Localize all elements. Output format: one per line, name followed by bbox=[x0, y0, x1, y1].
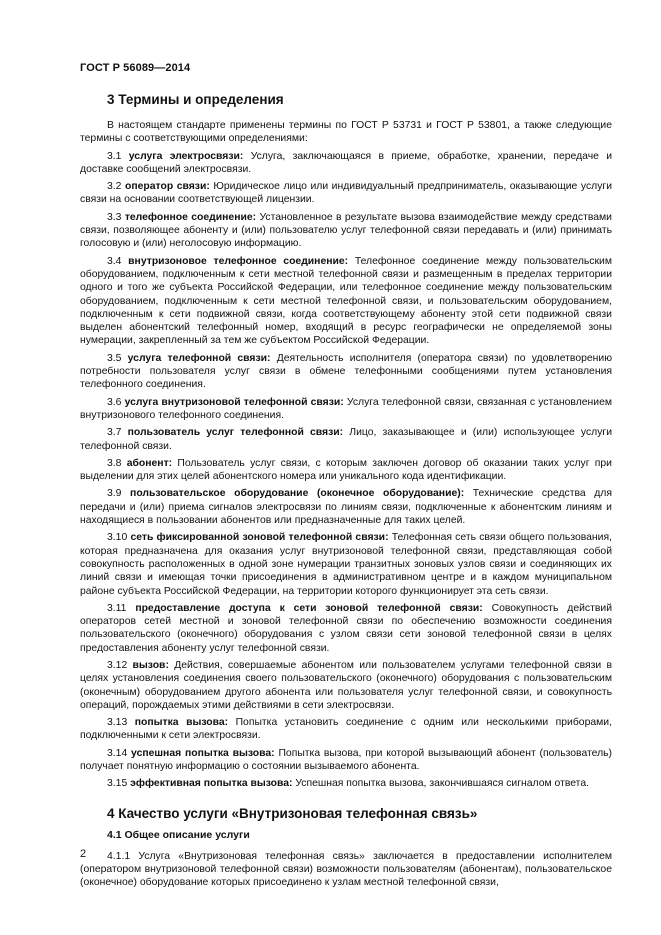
term-definition bbox=[80, 211, 612, 251]
term-name: внутризоновое телефонное соединение: bbox=[128, 255, 349, 267]
term-number: 3.8 bbox=[107, 457, 122, 469]
term-text: Услуга, заключающаяся в приеме, обработке, хранении, передаче и доставке сообщений электросвязи. bbox=[80, 150, 613, 175]
term-text: Деятельность исполнителя (оператора связи) по удовлетворению потребности пользователя услуг связи в обмене телефонными сообщениями путем установления телефонного соединения. bbox=[80, 352, 613, 391]
term-definition bbox=[80, 531, 612, 597]
term-name: пользовательское оборудование (оконечное оборудование): bbox=[130, 488, 465, 500]
document-header: ГОСТ Р 56089—2014 bbox=[80, 62, 191, 74]
term-number: 3.11 bbox=[107, 602, 127, 614]
page-number: 2 bbox=[80, 848, 87, 860]
term-text: Попытка вызова, при которой вызывающий абонент (пользователь) получает понятную информацию о состоянии вызываемого абонента. bbox=[80, 747, 613, 773]
section-4-1-1-paragraph: 4.1.1 Услуга «Внутризоновая телефонная связь» заключается в предоставлении исполнителем (оператором внутризоновой телефонной связи) возможности пользователям (абонентам), пользовательское (оконечное) оборудование которых присоединено к узлам местной телефонной связи, bbox=[80, 850, 612, 889]
term-text: Телефонное соединение между пользовательским оборудованием, подключенным к сети местной телефонной связи и размещенным в пределах территории одного и того же субъекта Российской Федерации, или телефонное соединение между пользовательским оборудованием, подключенным к сети местной телефонной связи, и пользовательским оборудованием, подключенным к сети подвижной связи, когда соответствующему абоненту этой сети подвижной связи выделен абонентский телефонный номер, входящий в ресурс географически не определяемой зоны нумерации, закрепленный за тем же субъектом Российской Федерации. bbox=[80, 255, 612, 347]
term-number: 3.5 bbox=[107, 352, 122, 364]
term-text: Лицо, заказывающее и (или) использующее услуги телефонной связи. bbox=[80, 427, 613, 452]
term-number: 3.1 bbox=[107, 150, 122, 162]
term-definition bbox=[80, 352, 612, 392]
term-number: 3.14 bbox=[107, 747, 128, 759]
term-text: Установленное в результате вызова взаимодействие между средствами связи, позволяющее абоненту и (или) пользователю услуг телефонной связи передавать и (или) принимать голосовую и (или) неголосовую информацию. bbox=[80, 211, 612, 250]
term-name: услуга внутризоновой телефонной связи: bbox=[124, 396, 344, 408]
term-text: Юридическое лицо или индивидуальный предприниматель, оказывающие услуги связи на основании соответствующей лицензии. bbox=[80, 181, 612, 206]
term-number: 3.9 bbox=[107, 488, 122, 500]
section-4-1-heading: 4.1 Общее описание услуги bbox=[107, 828, 250, 841]
term-definition bbox=[80, 716, 612, 743]
term-definition bbox=[80, 150, 612, 177]
term-name: предоставление доступа к сети зоновой телефонной связи: bbox=[135, 602, 483, 614]
terms-list bbox=[80, 150, 612, 791]
term-name: абонент: bbox=[126, 457, 173, 469]
term-number: 3.15 bbox=[107, 778, 128, 790]
term-definition bbox=[80, 180, 612, 207]
term-definition bbox=[80, 659, 612, 712]
term-text: Телефонная сеть связи общего пользования, которая предназначена для оказания услуг внутризоновой телефонной связи, представляющая собой совокупность расположенных в одной зоне нумерации транзитных зоновых узлов связи и соединяющих их линий связи и имеющая точки присоединения в административном центре и в каждом муниципальном районе субъекта Российской Федерации, на территории которого функционирует эта сеть связи. bbox=[80, 532, 612, 597]
term-number: 3.6 bbox=[107, 396, 122, 408]
term-name: услуга телефонной связи: bbox=[127, 352, 271, 364]
term-text: Технические средства для передачи и (или) приема сигналов электросвязи по линиям связи, подключенные к абонентским линиям и находящиеся в пользовании абонентов или предназначенные для таких целей. bbox=[80, 488, 612, 527]
term-name: успешная попытка вызова: bbox=[131, 747, 275, 759]
term-name: пользователь услуг телефонной связи: bbox=[127, 427, 344, 439]
term-name: попытка вызова: bbox=[134, 717, 229, 729]
term-text: Попытка установить соединение с одним или несколькими приборами, подключенными к сети электросвязи. bbox=[80, 717, 612, 742]
term-text: Услуга телефонной связи, связанная с установлением внутризонового телефонного соединения. bbox=[80, 396, 612, 421]
term-definition bbox=[80, 457, 612, 484]
section-4-heading: 4 Качество услуги «Внутризоновая телефонная связь» bbox=[107, 805, 478, 821]
page-content bbox=[80, 91, 612, 890]
term-definition bbox=[80, 487, 612, 527]
term-number: 3.12 bbox=[107, 659, 128, 671]
section-3-intro: В настоящем стандарте применены термины по ГОСТ Р 53731 и ГОСТ Р 53801, а также следующие термины с соответствующими определениями: bbox=[80, 120, 612, 145]
term-number: 3.2 bbox=[107, 181, 122, 193]
term-name: телефонное соединение: bbox=[124, 211, 257, 223]
term-number: 3.4 bbox=[107, 255, 122, 267]
term-name: оператор связи: bbox=[125, 181, 210, 193]
term-definition bbox=[80, 747, 612, 774]
term-text: Совокупность действий операторов сетей местной и зоновой телефонной связи по обеспечению возможности соединения пользовательского (оконечного) оборудования с узлом связи сети зоновой телефонной связи в целях предоставления абоненту услуг телефонной связи. bbox=[80, 602, 613, 654]
term-name: сеть фиксированной зоновой телефонной связи: bbox=[130, 532, 389, 544]
term-number: 3.10 bbox=[107, 532, 128, 544]
term-definition bbox=[80, 255, 612, 348]
term-name: вызов: bbox=[132, 659, 169, 671]
section-3-heading: 3 Термины и определения bbox=[107, 92, 284, 107]
term-text: Пользователь услуг связи, с которым заключен договор об оказании таких услуг при выделении для этих целей абонентского номера или уникального кода идентификации. bbox=[80, 457, 612, 483]
term-name: услуга электросвязи: bbox=[128, 150, 244, 162]
term-definition bbox=[80, 602, 612, 655]
term-text: Действия, совершаемые абонентом или пользователем услугами телефонной связи в целях установления соединения своего пользовательского (оконечного) оборудования с пользовательским (оконечным) оборудованием другого абонента или пользователя услуг телефонной связи, и совокупность операций, порождаемых этими действиями в сети электросвязи. bbox=[80, 659, 612, 711]
term-number: 3.3 bbox=[107, 211, 122, 223]
term-definition bbox=[80, 396, 612, 423]
term-number: 3.7 bbox=[107, 427, 122, 439]
term-definition bbox=[80, 777, 612, 790]
term-definition bbox=[80, 426, 612, 453]
term-name: эффективная попытка вызова: bbox=[130, 778, 293, 790]
term-text: Успешная попытка вызова, закончившаяся сигналом ответа. bbox=[295, 778, 589, 790]
term-number: 3.13 bbox=[107, 717, 128, 729]
